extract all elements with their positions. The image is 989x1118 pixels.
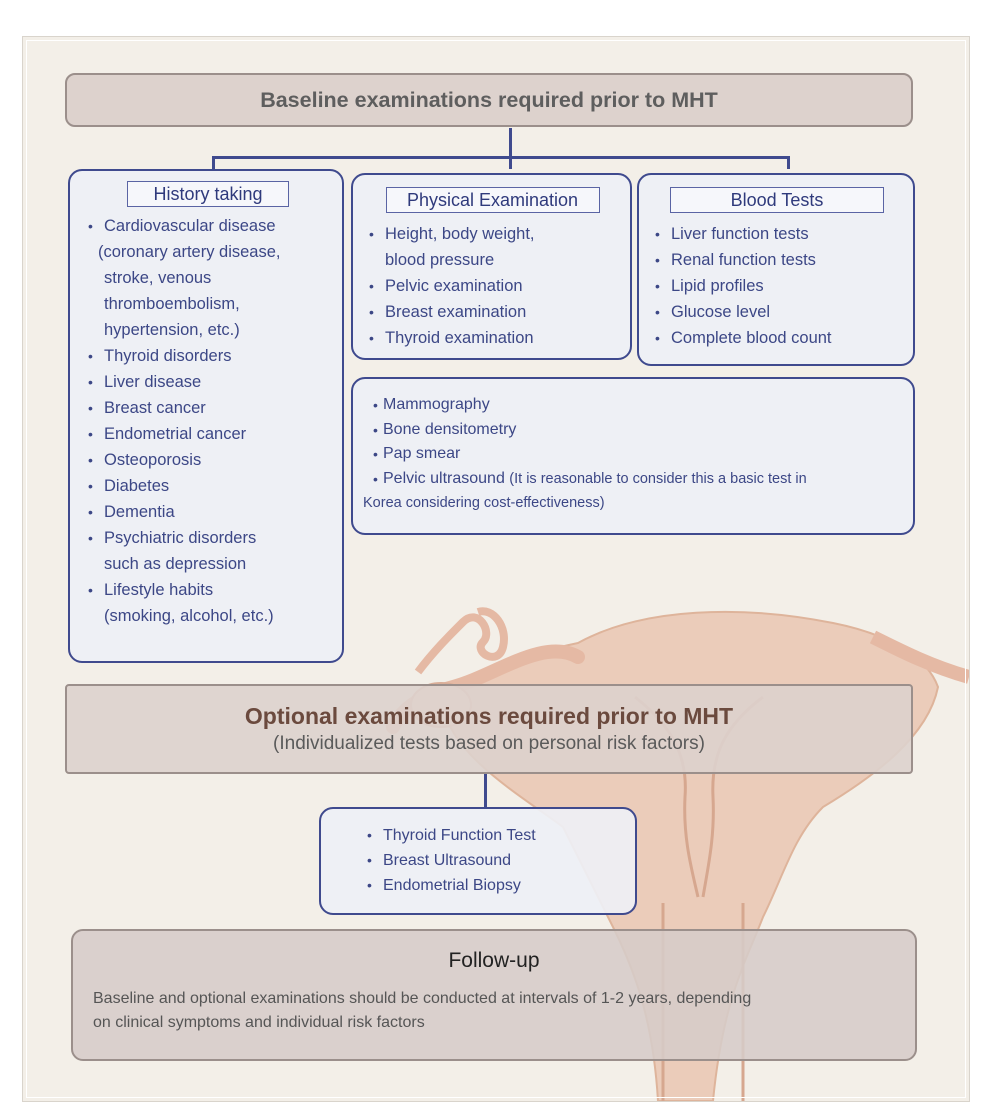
physical-examination-title: Physical Examination: [386, 187, 600, 213]
list-item: • Cardiovascular disease: [82, 213, 334, 239]
connector-physical: [509, 156, 512, 169]
list-item: • Liver function tests: [649, 221, 905, 247]
list-item: • Lipid profiles: [649, 273, 905, 299]
list-item: hypertension, etc.): [104, 321, 240, 339]
list-item: • Pap smear: [373, 442, 903, 467]
list-item: • Thyroid Function Test: [361, 823, 627, 848]
optional-header: [65, 684, 913, 774]
pelvic-ultrasound-note-continued: Korea considering cost-effectiveness): [363, 495, 605, 511]
optional-subtitle: (Individualized tests based on personal risk factors): [273, 733, 705, 754]
list-item: • Thyroid disorders: [82, 343, 334, 369]
history-taking-title: History taking: [127, 181, 289, 207]
list-item: (coronary artery disease,: [98, 243, 281, 261]
baseline-title: Baseline examinations required prior to MHT: [260, 88, 718, 112]
connector-blood: [787, 156, 790, 169]
list-item: • Osteoporosis: [82, 447, 334, 473]
list-item: • Endometrial cancer: [82, 421, 334, 447]
list-item: • Glucose level: [649, 299, 905, 325]
imaging-list: [373, 393, 903, 491]
pelvic-ultrasound-note: (It is reasonable to consider this a basic test in: [509, 470, 807, 487]
list-item: [373, 467, 903, 492]
optional-tests-box: [319, 807, 637, 915]
history-taking-box: [68, 169, 344, 663]
blood-tests-title: Blood Tests: [670, 187, 884, 213]
history-list: [82, 213, 334, 629]
physical-list: [363, 221, 622, 351]
blood-tests-box: [637, 173, 915, 366]
list-item: • Dementia: [82, 499, 334, 525]
follow-up-text-continued: on clinical symptoms and individual risk factors: [93, 1014, 425, 1031]
list-item: • Breast Ultrasound: [361, 848, 627, 873]
optional-title: Optional examinations required prior to MHT: [244, 703, 734, 729]
follow-up-text: Baseline and optional examinations should be conducted at intervals of 1-2 years, depending: [93, 990, 752, 1007]
imaging-tests-box: [351, 377, 915, 535]
connector-horizontal: [212, 156, 790, 159]
list-item: thromboembolism,: [104, 295, 240, 313]
baseline-header: [65, 73, 913, 127]
list-item: • Mammography: [373, 393, 903, 418]
list-item: (smoking, alcohol, etc.): [104, 607, 274, 625]
list-item: such as depression: [104, 555, 247, 573]
physical-examination-box: [351, 173, 632, 360]
follow-up-box: [71, 929, 917, 1061]
list-item: • Lifestyle habits: [82, 577, 334, 603]
list-item: • Pelvic examination: [363, 273, 622, 299]
pelvic-ultrasound-label: Pelvic ultrasound: [383, 469, 505, 487]
list-item: • Diabetes: [82, 473, 334, 499]
connector-history: [212, 156, 215, 169]
list-item: • Breast cancer: [82, 395, 334, 421]
list-item: • Endometrial Biopsy: [361, 873, 627, 898]
optional-list: [361, 823, 627, 898]
list-item: • Bone densitometry: [373, 418, 903, 443]
diagram-frame: [22, 36, 970, 1102]
list-item: • Renal function tests: [649, 247, 905, 273]
list-item: • Psychiatric disorders: [82, 525, 334, 551]
list-item: • Complete blood count: [649, 325, 905, 351]
connector-trunk: [509, 128, 512, 158]
list-item: blood pressure: [385, 251, 495, 269]
connector-optional: [484, 773, 487, 808]
list-item: • Height, body weight,: [363, 221, 622, 247]
list-item: • Breast examination: [363, 299, 622, 325]
blood-list: [649, 221, 905, 351]
list-item: stroke, venous: [104, 269, 212, 287]
follow-up-title: Follow-up: [448, 949, 540, 972]
list-item: • Thyroid examination: [363, 325, 622, 351]
list-item: • Liver disease: [82, 369, 334, 395]
